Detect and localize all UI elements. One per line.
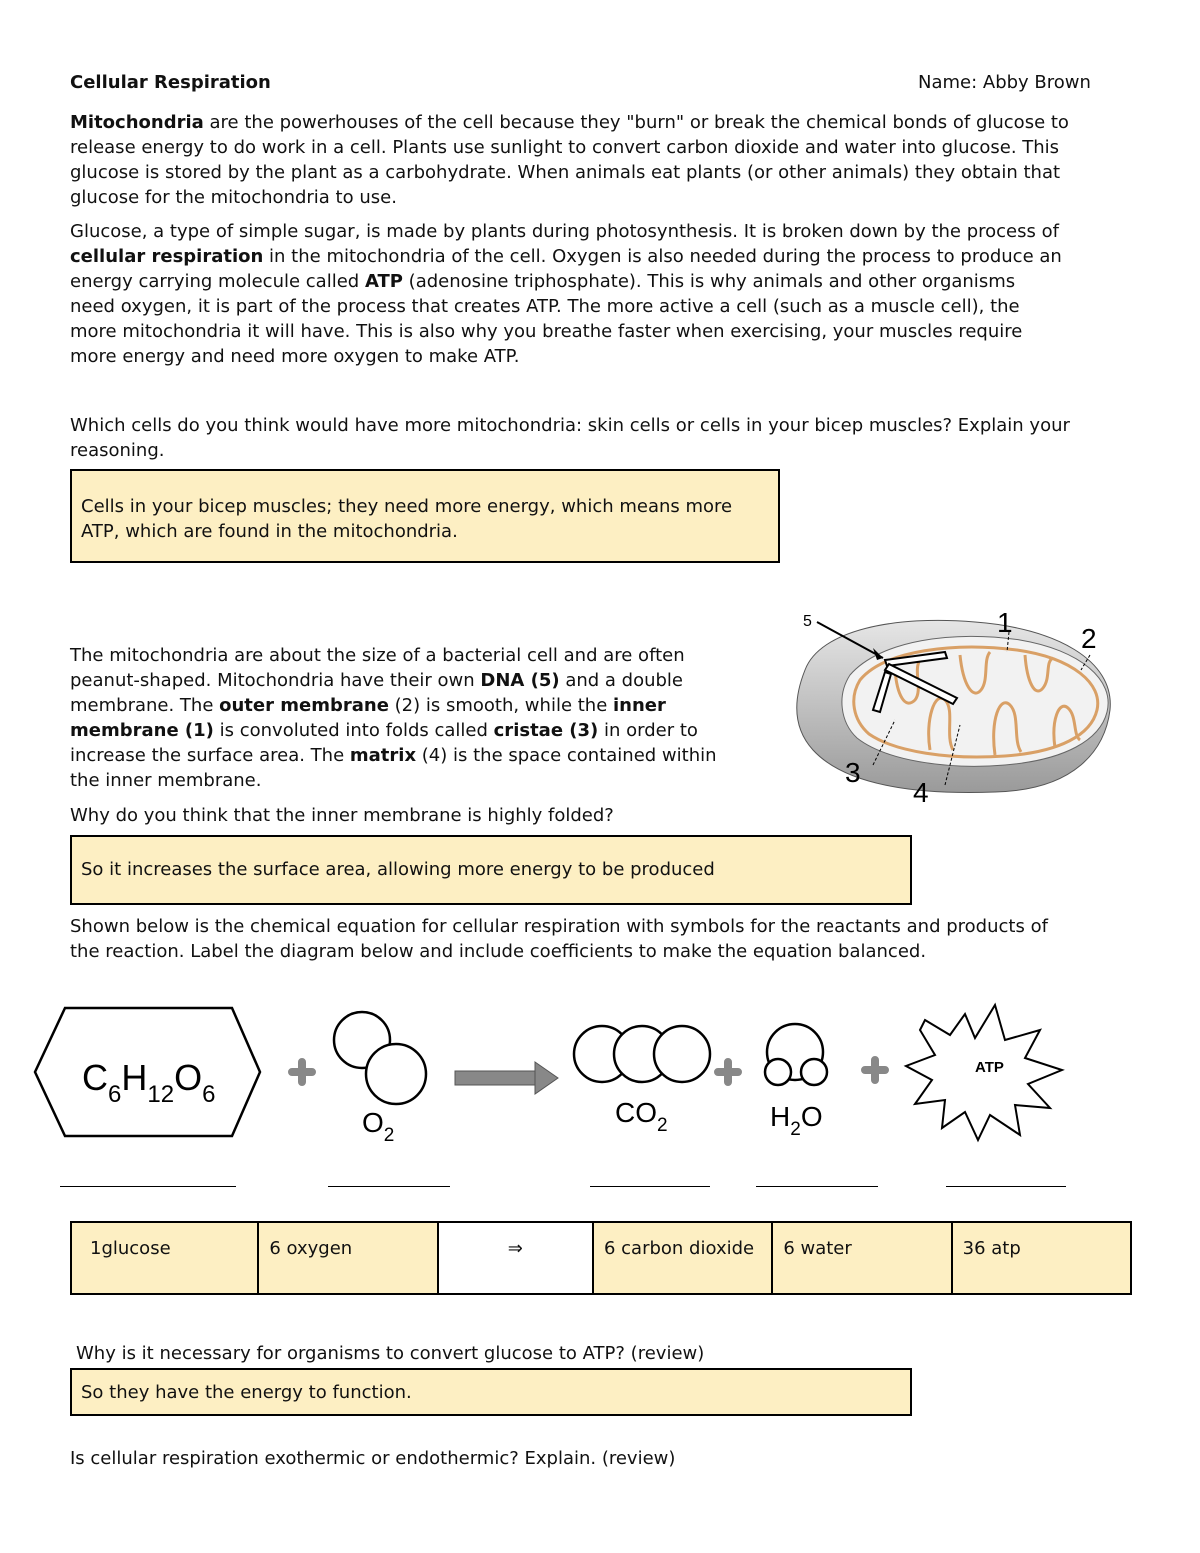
cellular-respiration-term: cellular respiration <box>70 246 264 267</box>
glucose-formula: $C_6H_{12}O_6$ <box>82 1057 216 1108</box>
question-2: Why do you think that the inner membrane is highly folded? <box>70 805 614 826</box>
answer-box-3[interactable]: So they have the energy to function. <box>70 1368 912 1416</box>
equation-answer-table <box>70 1221 1132 1295</box>
plus-icon <box>718 1062 738 1082</box>
intro-paragraph: Mitochondria are the powerhouses of the cell because they "burn" or break the chemical bonds of glucose to release energy to do work in a cell. Plants use sunlight to convert carbon dioxide and water into glucose. This glucose is stored by the plant as a carbohydrate. When animals eat plants (or other animals) they obtain that glucose for the mitochondria to use. <box>70 112 1069 208</box>
equation-diagram <box>30 1000 1090 1150</box>
water-hydrogen-atom-b <box>801 1059 827 1085</box>
table-cell-arrow: ⇒ <box>439 1223 594 1293</box>
h2o-formula: $H_2O$ <box>770 1101 823 1140</box>
question-4: Is cellular respiration exothermic or endothermic? Explain. (review) <box>70 1448 676 1469</box>
atp-term: ATP <box>364 271 403 292</box>
label-blank-atp[interactable] <box>946 1186 1066 1187</box>
table-cell-carbon-dioxide[interactable]: 6 carbon dioxide <box>594 1223 773 1293</box>
glucose-hexagon <box>35 1008 260 1136</box>
equation-instructions: Shown below is the chemical equation for cellular respiration with symbols for the reactants and products of the reaction. Label the diagram below and include coefficients to make the equation balanced. <box>70 916 1048 962</box>
mitochondria-diagram <box>785 600 1125 810</box>
answer-box-2[interactable]: So it increases the surface area, allowing more energy to be produced <box>70 835 912 905</box>
table-cell-atp[interactable]: 36 atp <box>953 1223 1130 1293</box>
diagram-label-3: 3 <box>845 757 861 788</box>
question-1: Which cells do you think would have more mitochondria: skin cells or cells in your bicep muscles? Explain your reasoning. <box>70 415 1070 461</box>
plus-icon <box>292 1062 312 1082</box>
reaction-arrow-icon <box>455 1062 558 1094</box>
label-blank-oxygen[interactable] <box>328 1186 450 1187</box>
plus-icon <box>865 1060 885 1080</box>
o2-formula: $O_2$ <box>362 1107 395 1146</box>
diagram-label-5: 5 <box>803 613 812 630</box>
diagram-label-1: 1 <box>997 607 1013 638</box>
mitochondria-term: Mitochondria <box>70 112 204 133</box>
atp-label: ATP <box>975 1059 1004 1076</box>
label-blank-water[interactable] <box>756 1186 878 1187</box>
question-3: Why is it necessary for organisms to convert glucose to ATP? (review) <box>76 1343 705 1364</box>
label-blank-glucose[interactable] <box>60 1186 236 1187</box>
student-name: Name: Abby Brown <box>918 72 1091 93</box>
mitochondria-structure-paragraph: The mitochondria are about the size of a bacterial cell and are often peanut-shaped. Mitochondria have their own DNA (5) and a double membrane. The outer membrane (2) is smooth, while the inner membrane (1) is convoluted into folds called cristae (3) in order to increase the surface area. The matrix (4) is the space contained within the inner membrane. <box>70 645 717 791</box>
worksheet-title: Cellular Respiration <box>70 72 271 93</box>
diagram-label-2: 2 <box>1081 623 1097 654</box>
label-blank-co2[interactable] <box>590 1186 710 1187</box>
table-cell-water[interactable]: 6 water <box>773 1223 952 1293</box>
co2-atom-c <box>654 1026 710 1082</box>
table-cell-glucose[interactable]: 1glucose <box>72 1223 259 1293</box>
water-hydrogen-atom-a <box>765 1059 791 1085</box>
oxygen-atom-b <box>366 1044 426 1104</box>
diagram-label-4: 4 <box>913 777 929 808</box>
answer-box-1[interactable]: Cells in your bicep muscles; they need more energy, which means more ATP, which are found in the mitochondria. <box>70 469 780 563</box>
co2-formula: $CO_2$ <box>615 1097 668 1136</box>
table-cell-oxygen[interactable]: 6 oxygen <box>259 1223 438 1293</box>
glucose-paragraph: Glucose, a type of simple sugar, is made by plants during photosynthesis. It is broken down by the process of cellular respiration in the mitochondria of the cell. Oxygen is also needed during the process to produce an energy carrying molecule called ATP (adenosine triphosphate). This is why animals and other organisms need oxygen, it is part of the process that creates ATP. The more active a cell (such as a muscle cell), the more mitochondria it will have. This is also why you breathe faster when exercising, your muscles require more energy and need more oxygen to make ATP. <box>70 221 1062 367</box>
